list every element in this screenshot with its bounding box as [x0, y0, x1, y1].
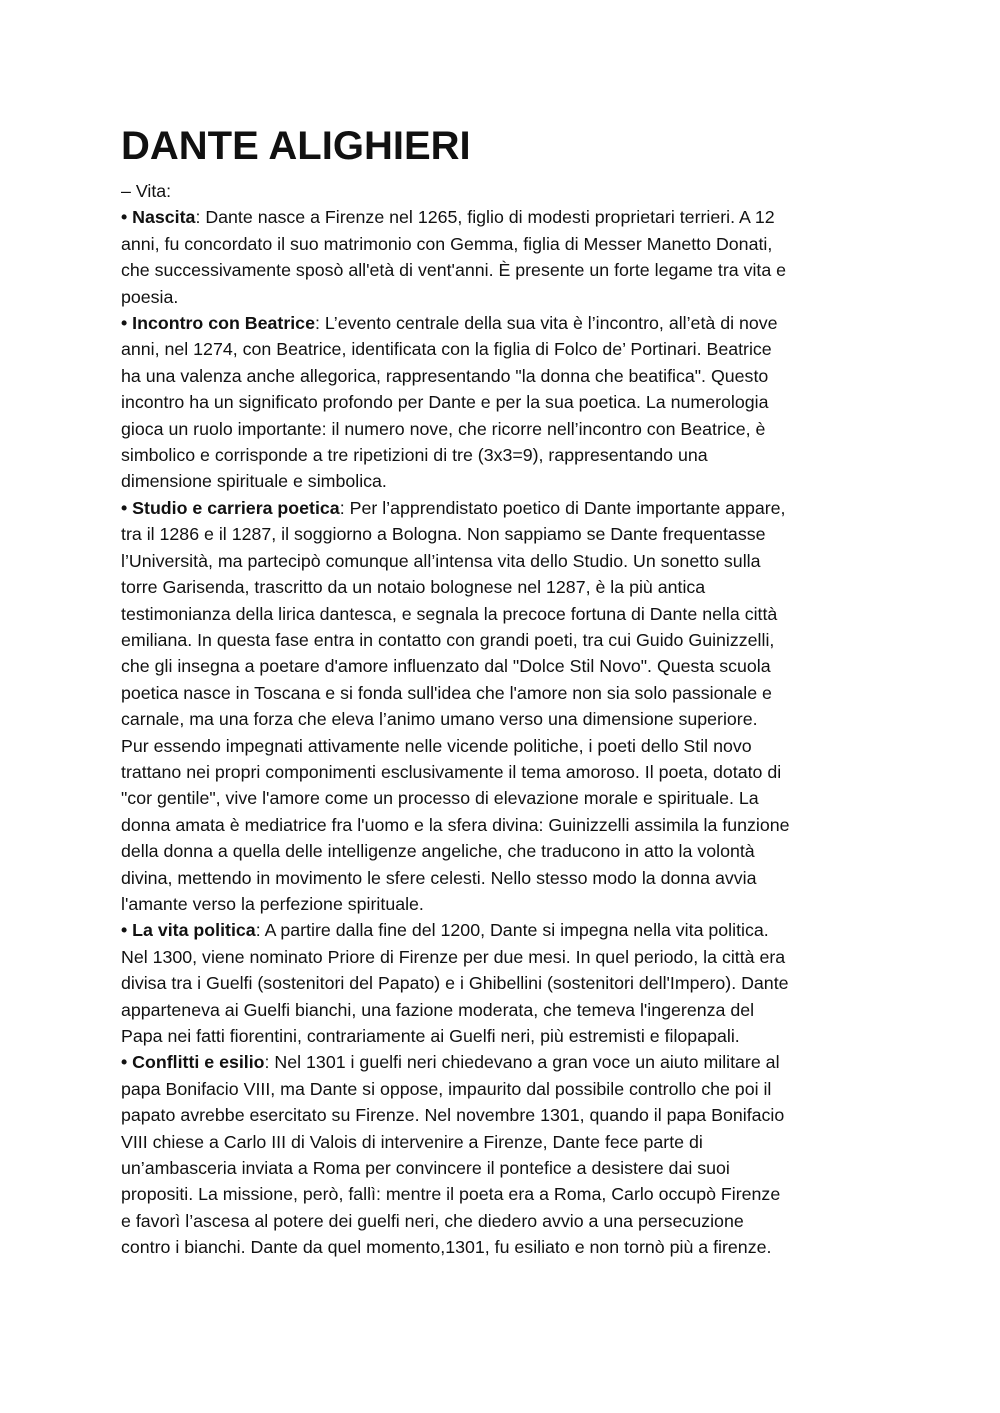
- section-first-line: [121, 1049, 891, 1075]
- page-title: DANTE ALIGHIERI: [121, 124, 471, 168]
- section-vita-politica: [121, 917, 891, 1049]
- section-text-line: un’ambasceria inviata a Roma per convincere il pontefice a desistere dai suoi: [121, 1158, 730, 1179]
- section-text-line: testimonianza della lirica dantesca, e segnala la precoce fortuna di Dante nella città: [121, 603, 778, 624]
- section-text-line: VIII chiese a Carlo III di Valois di intervenire a Firenze, Dante fece parte di: [121, 1131, 703, 1152]
- section-studio-carriera: [121, 495, 891, 918]
- section-nascita: [121, 204, 891, 310]
- section-text-line: che successivamente sposò all'età di vent'anni. È presente un forte legame tra vita e: [121, 260, 787, 281]
- section-first-line: [121, 495, 891, 521]
- section-text-line: l’Università, ma partecipò comunque all’intensa vita dello Studio. Un sonetto sulla: [121, 550, 761, 571]
- section-text-line: poetica nasce in Toscana e si fonda sull'idea che l'amore non sia solo passionale e: [121, 682, 772, 703]
- section-first-line: [121, 204, 891, 230]
- subtitle: – Vita:: [121, 181, 172, 201]
- section-text-line: contro i bianchi. Dante da quel momento,1301, fu esiliato e non tornò più a firenze.: [121, 1237, 772, 1258]
- section-text-line: anni, fu concordato il suo matrimonio con Gemma, figlia di Messer Manetto Donati,: [121, 233, 773, 254]
- section-text-line: papa Bonifacio VIII, ma Dante si oppose, impaurito dal possibile controllo che poi il: [121, 1078, 772, 1099]
- section-text-line: propositi. La missione, però, fallì: mentre il poeta era a Roma, Carlo occupò Firenze: [121, 1184, 781, 1205]
- section-text-line: divisa tra i Guelfi (sostenitori del Papato) e i Ghibellini (sostenitori dell'Impero). Dante: [121, 973, 789, 994]
- section-text-line: ha una valenza anche allegorica, rappresentando "la donna che beatifica". Questo: [121, 365, 769, 386]
- document-page: [121, 122, 891, 1261]
- section-text-line: carnale, ma una forza che eleva l’animo umano verso una dimensione superiore.: [121, 709, 758, 730]
- section-heading: • Nascita: [121, 207, 196, 228]
- section-first-line: [121, 310, 891, 336]
- section-text: : Per l’apprendistato poetico di Dante importante appare,: [339, 497, 786, 518]
- section-text-line: torre Garisenda, trascritto da un notaio bolognese nel 1287, è la più antica: [121, 577, 706, 598]
- section-text: : Nel 1301 i guelfi neri chiedevano a gran voce un aiuto militare al: [264, 1052, 780, 1073]
- section-text-line: gioca un ruolo importante: il numero nove, che ricorre nell’incontro con Beatrice, è: [121, 418, 766, 439]
- section-first-line: [121, 917, 891, 943]
- section-text-line: anni, nel 1274, con Beatrice, identificata con la figlia di Folco de’ Portinari. Beatrice: [121, 339, 772, 360]
- section-text: : Dante nasce a Firenze nel 1265, figlio di modesti proprietari terrieri. A 12: [195, 207, 775, 228]
- section-text-line: e favorì l’ascesa al potere dei guelfi neri, che diedero avvio a una persecuzione: [121, 1210, 744, 1231]
- section-conflitti-esilio: [121, 1049, 891, 1260]
- section-text-line: incontro ha un significato profondo per Dante e per la sua poetica. La numerologia: [121, 392, 769, 413]
- section-text-line: apparteneva ai Guelfi bianchi, una fazione moderata, che temeva l'ingerenza del: [121, 999, 755, 1020]
- section-text-line: divina, mettendo in movimento le sfere celesti. Nello stesso modo la donna avvia: [121, 867, 757, 888]
- section-text-line: simbolico e corrisponde a tre ripetizioni di tre (3x3=9), rappresentando una: [121, 445, 708, 466]
- section-text-line: dimensione spirituale e simbolica.: [121, 471, 387, 492]
- section-text-line: tra il 1286 e il 1287, il soggiorno a Bologna. Non sappiamo se Dante frequentasse: [121, 524, 766, 545]
- section-incontro-beatrice: [121, 310, 891, 495]
- section-heading: • Conflitti e esilio: [121, 1052, 265, 1073]
- section-text: : A partire dalla fine del 1200, Dante si impegna nella vita politica.: [255, 920, 769, 941]
- section-text-line: trattano nei propri componimenti esclusivamente il tema amoroso. Il poeta, dotato di: [121, 761, 782, 782]
- section-text-line: donna amata è mediatrice fra l'uomo e la sfera divina: Guinizzelli assimila la funzione: [121, 814, 790, 835]
- section-heading: • Studio e carriera poetica: [121, 497, 340, 518]
- section-text-line: Pur essendo impegnati attivamente nelle vicende politiche, i poeti dello Stil novo: [121, 735, 752, 756]
- section-text-line: che gli insegna a poetare d'amore influenzato dal "Dolce Stil Novo". Questa scuola: [121, 656, 771, 677]
- section-text-line: Nel 1300, viene nominato Priore di Firenze per due mesi. In quel periodo, la città era: [121, 946, 786, 967]
- section-heading: • Incontro con Beatrice: [121, 313, 315, 334]
- section-text-line: Papa nei fatti fiorentini, contrariamente ai Guelfi neri, più estremisti e filopapali.: [121, 1026, 740, 1046]
- section-text-line: papato avrebbe esercitato su Firenze. Nel novembre 1301, quando il papa Bonifacio: [121, 1105, 785, 1126]
- section-text-line: "cor gentile", vive l'amore come un processo di elevazione morale e spirituale. La: [121, 788, 759, 809]
- section-text-line: poesia.: [121, 286, 179, 307]
- section-text: : L’evento centrale della sua vita è l’incontro, all’età di nove: [314, 313, 778, 334]
- section-text-line: l'amante verso la perfezione spirituale.: [121, 893, 424, 914]
- section-text-line: della donna a quella delle intelligenze angeliche, che traducono in atto la volontà: [121, 841, 755, 862]
- section-heading: • La vita politica: [121, 920, 256, 941]
- section-text-line: emiliana. In questa fase entra in contatto con grandi poeti, tra cui Guido Guinizzelli,: [121, 629, 775, 650]
- document-body: [121, 178, 891, 1261]
